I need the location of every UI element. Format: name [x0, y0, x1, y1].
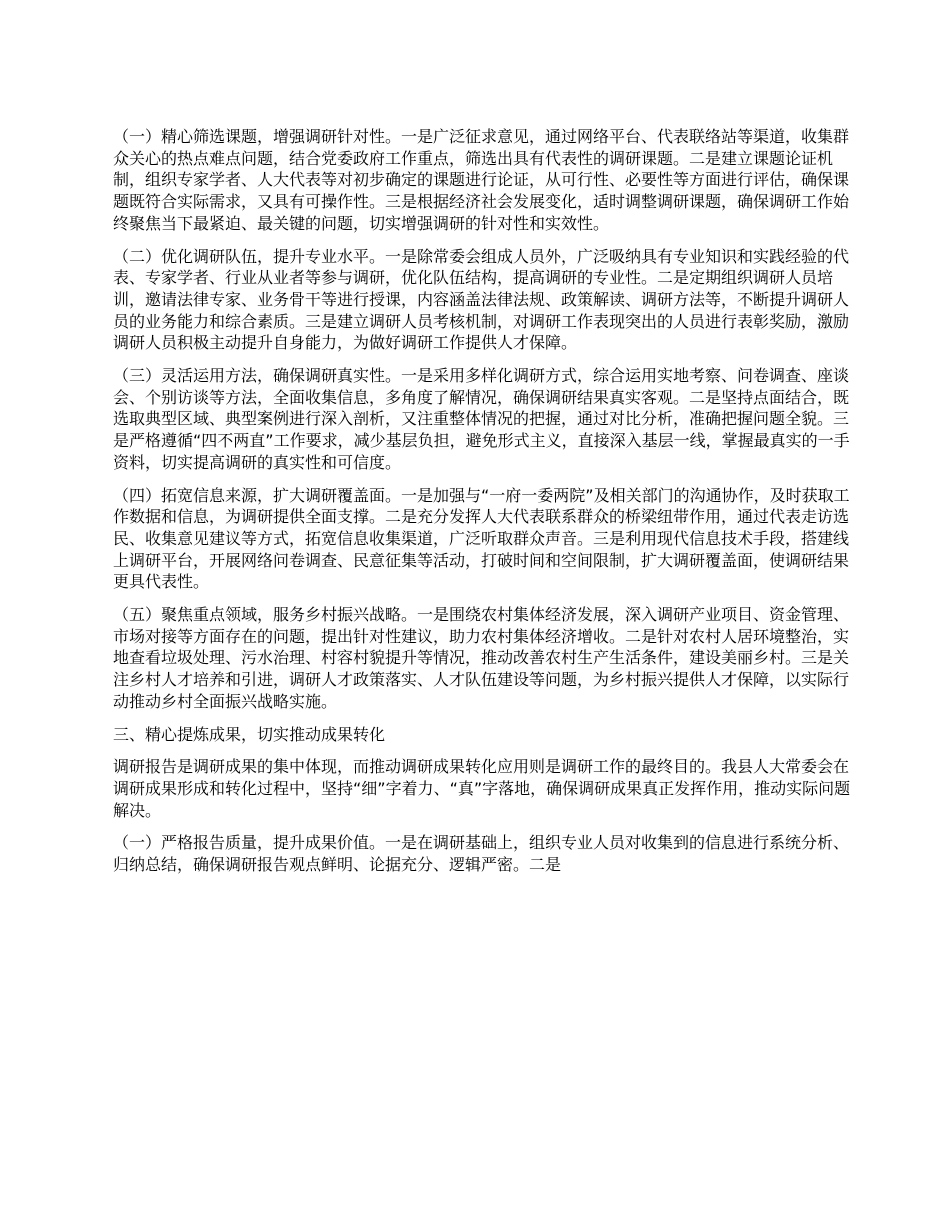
paragraph-4: （四）拓宽信息来源，扩大调研覆盖面。一是加强与“一府一委两院”及相关部门的沟通协作，及时获取工作数据和信息，为调研提供全面支撑。二是充分发挥人大代表联系群众的桥梁纽带作用，通过代表走访选民、收集意见建议等方式，拓宽信息收集渠道，广泛听取群众声音。三是利用现代信息技术手段，搭建线上调研平台，开展网络问卷调查、民意征集等活动，打破时间和空间限制，扩大调研覆盖面，使调研结果更具代表性。 — [113, 485, 850, 592]
paragraph-7: （一）严格报告质量，提升成果价值。一是在调研基础上，组织专业人员对收集到的信息进行系统分析、归纳总结，确保调研报告观点鲜明、论据充分、逻辑严密。二是 — [113, 833, 850, 875]
paragraph-2: （二）优化调研队伍，提升专业水平。一是除常委会组成人员外，广泛吸纳具有专业知识和实践经验的代表、专家学者、行业从业者等参与调研，优化队伍结构，提高调研的专业性。二是定期组织调研人员培训，邀请法律专家、业务骨干等进行授课，内容涵盖法律法规、政策解读、调研方法等，不断提升调研人员的业务能力和综合素质。三是建立调研人员考核机制，对调研工作表现突出的人员进行表彰奖励，激励调研人员积极主动提升自身能力，为做好调研工作提供人才保障。 — [113, 246, 850, 353]
section-heading: 三、精心提炼成果，切实推动成果转化 — [113, 724, 386, 744]
paragraph-1: （一）精心筛选课题，增强调研针对性。一是广泛征求意见，通过网络平台、代表联络站等渠道，收集群众关心的热点难点问题，结合党委政府工作重点，筛选出具有代表性的调研课题。二是建立课题论证机制，组织专家学者、人大代表等对初步确定的课题进行论证，从可行性、必要性等方面进行评估，确保课题既符合实际需求，又具有可操作性。三是根据经济社会发展变化，适时调整调研课题，确保调研工作始终聚焦当下最紧迫、最关键的问题，切实增强调研的针对性和实效性。 — [113, 127, 850, 233]
paragraph-3: （三）灵活运用方法，确保调研真实性。一是采用多样化调研方式，综合运用实地考察、问卷调查、座谈会、个别访谈等方法，全面收集信息，多角度了解情况，确保调研结果真实客观。二是坚持点面结合，既选取典型区域、典型案例进行深入剖析，又注重整体情况的把握，通过对比分析，准确把握问题全貌。三是严格遵循“四不两直”工作要求，减少基层负担，避免形式主义，直接深入基层一线，掌握最真实的一手资料，切实提高调研的真实性和可信度。 — [113, 366, 850, 472]
document-body — [113, 126, 853, 887]
paragraph-5: （五）聚焦重点领域，服务乡村振兴战略。一是围绕农村集体经济发展，深入调研产业项目、资金管理、市场对接等方面存在的问题，提出针对性建议，助力农村集体经济增收。二是针对农村人居环境整治，实地查看垃圾处理、污水治理、村容村貌提升等情况，推动改善农村生产生活条件，建设美丽乡村。三是关注乡村人才培养和引进，调研人才政策落实、人才队伍建设等问题，为乡村振兴提供人才保障，以实际行动推动乡村全面振兴战略实施。 — [113, 605, 850, 711]
paragraph-6: 调研报告是调研成果的集中体现，而推动调研成果转化应用则是调研工作的最终目的。我县人大常委会在调研成果形成和转化过程中，坚持“细”字着力、“真”字落地，确保调研成果真正发挥作用，推动实际问题解决。 — [113, 757, 851, 820]
